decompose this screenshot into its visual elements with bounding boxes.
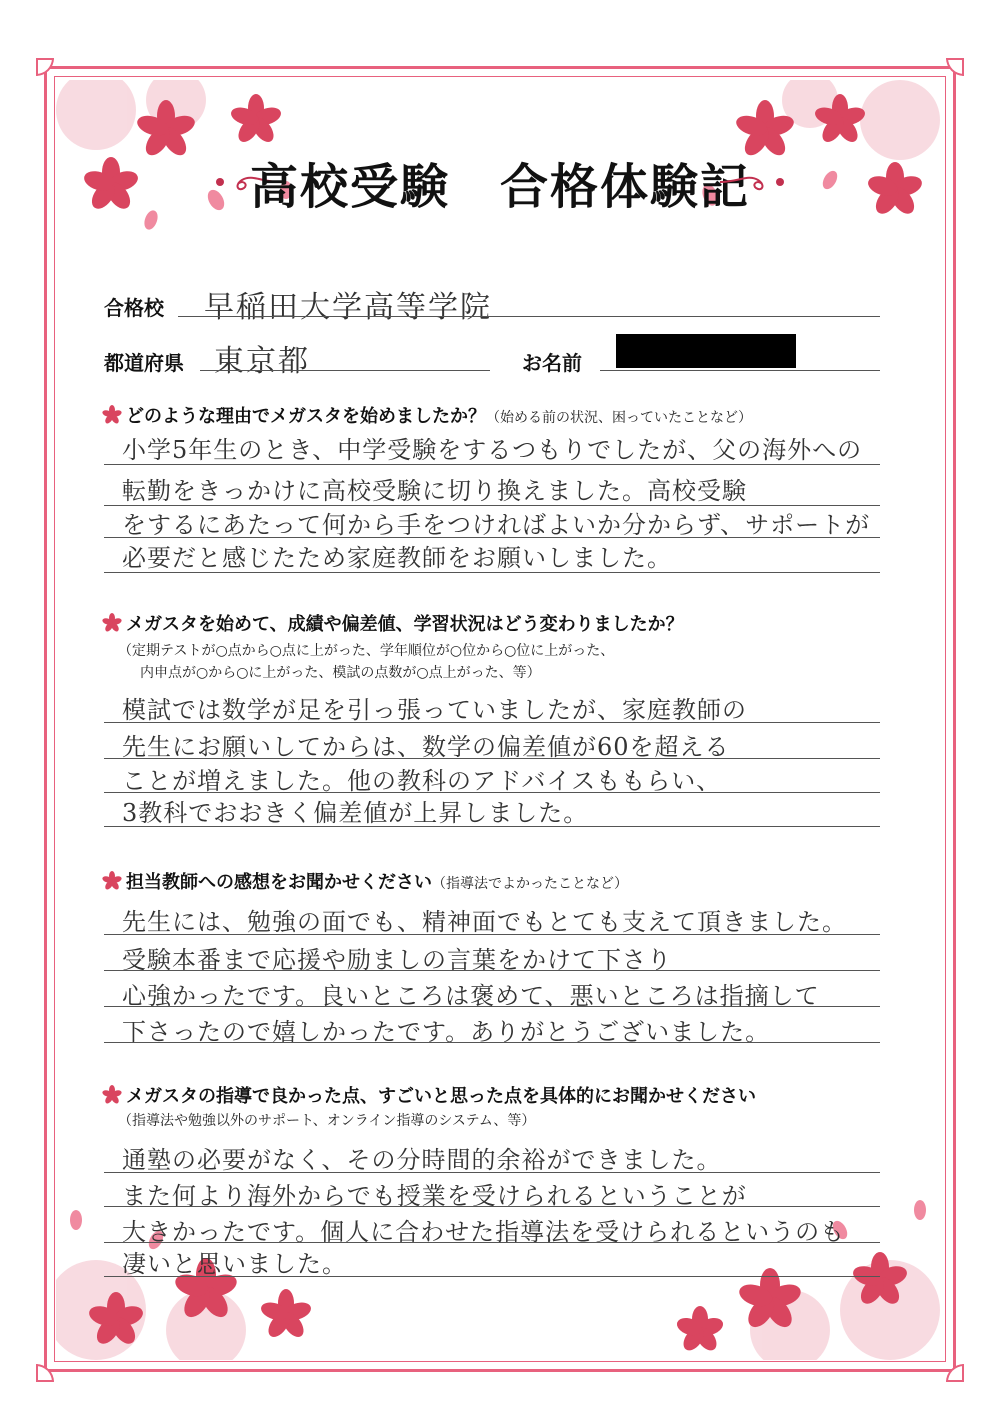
- ruled-line: [104, 970, 880, 971]
- cherry-blossom-icon: [102, 1085, 122, 1105]
- answer-line: 必要だと感じたため家庭教師をお願いしました。: [122, 544, 672, 572]
- answer-line: 先生には、勉強の面でも、精神面でもとても支えて頂きました。: [122, 908, 847, 936]
- ruled-line: [104, 1042, 880, 1043]
- question-1: [102, 402, 752, 428]
- ruled-line: [104, 1206, 880, 1207]
- question-text: メガスタの指導で良かった点、すごいと思った点を具体的にお聞かせください: [126, 1086, 756, 1107]
- prefecture-value: 東京都: [214, 344, 310, 379]
- answer-line: 3教科でおおきく偏差値が上昇しました。: [122, 799, 589, 827]
- question-3: [102, 868, 628, 894]
- ruled-line: [104, 934, 880, 935]
- ruled-line: [104, 464, 880, 465]
- page-title: 高校受験 合格体験記: [249, 159, 750, 215]
- answer-line: 模試では数学が足を引っ張っていましたが、家庭教師の: [122, 696, 747, 724]
- question-text: どのような理由でメガスタを始めましたか？: [126, 406, 486, 427]
- ruled-line: [104, 758, 880, 759]
- name-underline: [600, 370, 880, 371]
- ruled-line: [104, 722, 880, 723]
- answer-line: 下さったので嬉しかったです。ありがとうございました。: [122, 1018, 771, 1046]
- answer-line: ことが増えました。他の教科のアドバイスももらい、: [122, 767, 722, 795]
- cherry-blossom-icon: [102, 405, 122, 425]
- prefecture-underline: [200, 370, 490, 371]
- ruled-line: [104, 572, 880, 573]
- answer-line: 大きかったです。個人に合わせた指導法を受けられるというのも: [122, 1218, 846, 1246]
- ruled-line: [104, 1276, 880, 1277]
- question-text: 担当教師への感想をお聞かせください: [126, 872, 432, 893]
- question-sub-line: （定期テストが○点から○点に上がった、学年順位が○位から○位に上がった、: [118, 643, 615, 659]
- question-2: [102, 610, 684, 636]
- ruled-line: [104, 1172, 880, 1173]
- school-underline: [178, 316, 880, 317]
- ruled-line: [104, 826, 880, 827]
- name-label: お名前: [522, 351, 582, 375]
- answer-line: また何より海外からでも授業を受けられるということが: [122, 1182, 747, 1210]
- answer-line: 通塾の必要がなく、その分時間的余裕ができました。: [122, 1146, 722, 1174]
- ruled-line: [104, 1006, 880, 1007]
- cherry-blossom-icon: [102, 613, 122, 633]
- question-note: （指導法でよかったことなど）: [432, 876, 628, 892]
- title-flourish-right: [718, 170, 788, 194]
- ruled-line: [104, 1242, 880, 1243]
- answer-line: をするにあたって何から手をつければよいか分からず、サポートが: [122, 511, 871, 539]
- question-sub-line: （指導法や勉強以外のサポート、オンライン指導のシステム、等）: [118, 1113, 536, 1129]
- cherry-blossom-icon: [102, 871, 122, 891]
- answer-line: 凄いと思いました。: [122, 1250, 347, 1278]
- question-sub-line: 内申点が○から○に上がった、模試の点数が○点上がった、等）: [140, 665, 541, 681]
- answer-line: 転勤をきっかけに高校受験に切り換えました。高校受験: [122, 477, 747, 505]
- name-redaction-bar: [616, 334, 796, 368]
- answer-line: 心強かったです。良いところは褒めて、悪いところは指摘して: [122, 982, 820, 1010]
- question-4: [102, 1082, 756, 1108]
- answer-line: 小学5年生のとき、中学受験をするつもりでしたが、父の海外への: [122, 436, 863, 464]
- answer-line: 受験本番まで応援や励ましの言葉をかけて下さり: [122, 946, 672, 974]
- question-note: （始める前の状況、困っていたことなど）: [486, 410, 752, 426]
- question-text: メガスタを始めて、成績や偏差値、学習状況はどう変わりましたか？: [126, 614, 684, 635]
- school-label: 合格校: [104, 296, 164, 320]
- school-value: 早稲田大学高等学院: [204, 290, 492, 325]
- prefecture-label: 都道府県: [104, 351, 184, 375]
- answer-line: 先生にお願いしてからは、数学の偏差値が60を超える: [122, 733, 730, 761]
